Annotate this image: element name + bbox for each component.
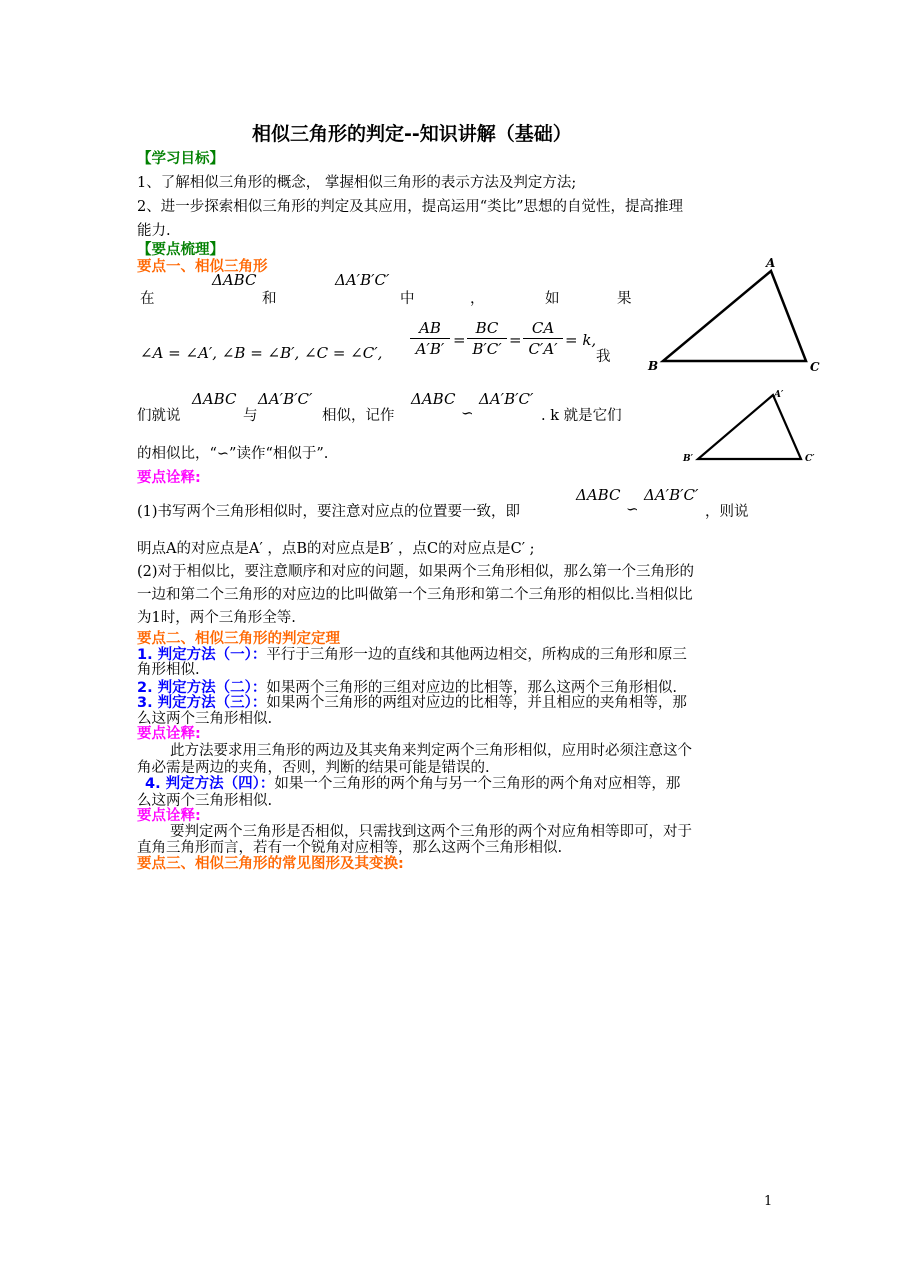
note-1-line-5: 为1时，两个三角形全等. — [137, 610, 296, 626]
goal-2-line-1: 2、进一步探索相似三角形的判定及其应用，提高运用“类比”思想的自觉性，提高推理 — [137, 199, 684, 215]
triangle-abc-3: ΔABC — [411, 390, 456, 408]
note-1-line-4: 一边和第二个三角形的对应边的比叫做第一个三角形和第二个三角形的相似比.当相似比 — [137, 587, 693, 603]
note-triangle-abc: ΔABC — [576, 486, 621, 504]
triangle-abc-prime-3: ΔA′B′C′ — [479, 390, 534, 408]
point-1-heading: 要点一、相似三角形 — [137, 259, 268, 275]
equals-2: = — [509, 331, 522, 349]
fraction-ab-denominator: A′B′ — [415, 340, 445, 358]
note-3-line-2: 直角三角形而言，若有一个锐角对应相等，那么这两个三角形相似. — [137, 840, 563, 856]
section-heading-points: 【要点梳理】 — [137, 242, 224, 258]
similarity-ratio-line: 的相似比，“∽”读作“相似于”. — [137, 446, 329, 462]
note-2-line-2: 角必需是两边的夹角，否则，判断的结果可能是错误的. — [137, 760, 490, 776]
page-title: 相似三角形的判定--知识讲解（基础） — [252, 123, 572, 145]
fraction-bc-denominator: B′C′ — [472, 340, 502, 358]
triangle-figure-abc — [645, 255, 825, 380]
note-2-heading: 要点诠释: — [137, 726, 201, 742]
text-he: 和 — [262, 291, 277, 307]
note-1-line-1: (1)书写两个三角形相似时，要注意对应点的位置要一致，即 — [137, 504, 521, 520]
note-3-heading: 要点诠释: — [137, 808, 201, 824]
text-menjiushuo: 们就说 — [137, 408, 181, 424]
method-1-label: 1. 判定方法（一）： — [137, 647, 267, 663]
point-2-heading: 要点二、相似三角形的判定定理 — [137, 631, 340, 647]
text-yu: 与 — [243, 408, 258, 424]
note-1-line-1-tail: ，则说 — [705, 504, 749, 520]
text-k-tail: . k 就是它们 — [541, 408, 622, 424]
vertex-label-b: B — [648, 359, 659, 373]
similar-symbol: ∽ — [461, 404, 474, 422]
note-triangle-abc-prime: ΔA′B′C′ — [644, 486, 699, 504]
note-1-heading: 要点诠释: — [137, 470, 201, 486]
vertex-label-c: C — [810, 360, 820, 374]
equals-1: = — [453, 331, 466, 349]
goal-1: 1、了解相似三角形的概念， 掌握相似三角形的表示方法及判定方法; — [137, 175, 577, 191]
method-3-line-2: 么这两个三角形相似. — [137, 711, 273, 727]
text-comma: ， — [470, 291, 485, 307]
vertex-label-a-prime: A′ — [774, 390, 784, 400]
method-2-label: 2. 判定方法（二）： — [137, 680, 267, 696]
vertex-label-c-prime: C′ — [805, 454, 815, 464]
fraction-ca-denominator: C′A′ — [528, 340, 558, 358]
note-1-line-3: (2)对于相似比，要注意顺序和对应的问题，如果两个三角形相似，那么第一个三角形的 — [137, 564, 695, 580]
triangle-abc-2: ΔABC — [192, 390, 237, 408]
page-number: 1 — [764, 1194, 773, 1209]
method-2-text: 如果两个三角形的三组对应边的比相等，那么这两个三角形相似. — [266, 680, 678, 696]
triangle-figure-abc-prime — [680, 385, 825, 470]
method-3-label: 3. 判定方法（三）： — [137, 695, 267, 711]
method-4-text: 如果一个三角形的两个角与另一个三角形的两个角对应相等，那 — [274, 776, 681, 792]
triangle-abc-prime: ΔA′B′C′ — [335, 271, 390, 289]
text-zai: 在 — [140, 291, 155, 307]
point-3-heading: 要点三、相似三角形的常见图形及其变换: — [137, 856, 404, 872]
method-1-line-1 — [137, 643, 687, 664]
vertex-label-b-prime: B′ — [683, 454, 693, 464]
note-2-line-1: 此方法要求用三角形的两边及其夹角来判定两个三角形相似，应用时必须注意这个 — [170, 743, 692, 759]
fraction-ca-numerator: CA — [523, 319, 563, 339]
text-ru: 如 — [545, 291, 560, 307]
triangle-abc-prime-shape — [698, 395, 801, 459]
fraction-ab — [410, 319, 450, 358]
triangle-abc: ΔABC — [212, 271, 257, 289]
fraction-bc — [467, 319, 507, 358]
method-4-line-2: 么这两个三角形相似. — [137, 793, 273, 809]
text-wo: 我 — [596, 349, 611, 365]
goal-2-line-2: 能力. — [137, 223, 171, 239]
fraction-bc-numerator: BC — [467, 319, 507, 339]
text-guo: 果 — [617, 291, 632, 307]
method-1-text: 平行于三角形一边的直线和其他两边相交，所构成的三角形和原三 — [266, 647, 687, 663]
vertex-label-a: A — [766, 256, 776, 270]
note-3-line-1: 要判定两个三角形是否相似，只需找到这两个三角形的两个对应角相等即可，对于 — [170, 824, 692, 840]
section-heading-goals: 【学习目标】 — [137, 151, 224, 167]
equals-k: = k, — [565, 331, 597, 349]
note-1-line-2: 明点A的对应点是A′ ，点B的对应点是B′ ，点C的对应点是C′ ; — [137, 541, 535, 557]
triangle-abc-prime-2: ΔA′B′C′ — [258, 390, 313, 408]
fraction-ca — [523, 319, 563, 358]
method-4-label: 4. 判定方法（四）： — [145, 776, 275, 792]
method-1-line-2: 角形相似. — [137, 662, 200, 678]
triangle-abc-shape — [663, 271, 806, 361]
text-xiangsi-jizuo: 相似，记作 — [322, 408, 395, 424]
note-similar-symbol: ∽ — [626, 500, 639, 518]
fraction-ab-numerator: AB — [410, 319, 450, 339]
angle-equalities: ∠A = ∠A′, ∠B = ∠B′, ∠C = ∠C′, — [140, 344, 383, 362]
method-3-text: 如果两个三角形的两组对应边的比相等，并且相应的夹角相等，那 — [266, 695, 687, 711]
text-zhong: 中 — [400, 291, 415, 307]
